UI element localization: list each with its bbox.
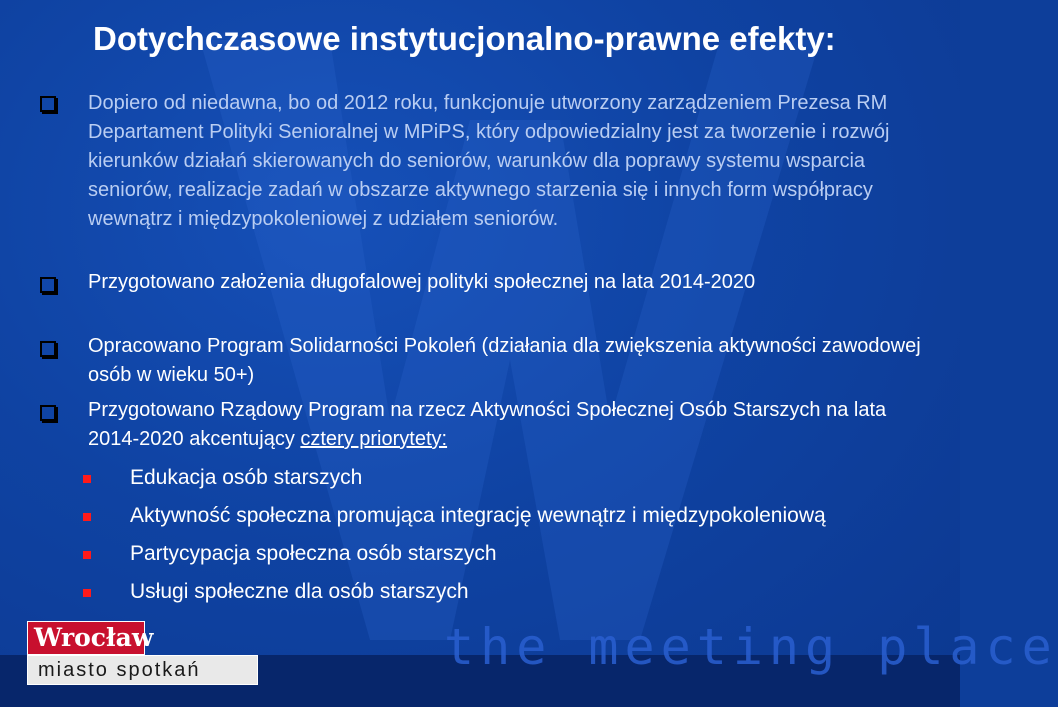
priority-item: Aktywność społeczna promująca integrację wewnątrz i międzypokoleniową [130, 504, 826, 527]
tagline: the meeting place [444, 618, 1058, 676]
priorities-link[interactable]: cztery priorytety: [300, 428, 448, 450]
checkbox-bullet-icon [40, 93, 60, 113]
item-4-text-main: Przygotowano Rządowy Program na rzecz Aktywności Społecznej Osób Starszych na lata 2014-2020 akcentujący [88, 399, 887, 450]
item-4-text [88, 396, 938, 454]
slide-title: Dotychczasowe instytucjonalno-prawne efekty: [93, 20, 836, 57]
red-square-bullet-icon [83, 475, 91, 483]
city-logo: Wrocław [27, 621, 145, 655]
item-2-text: Przygotowano założenia długofalowej polityki społecznej na lata 2014-2020 [88, 271, 756, 293]
city-logo-subtitle: miasto spotkań [27, 655, 258, 685]
priority-item: Usługi społeczne dla osób starszych [130, 580, 469, 603]
priority-item: Partycypacja społeczna osób starszych [130, 542, 497, 565]
item-3-text: Opracowano Program Solidarności Pokoleń (działania dla zwiększenia aktywności zawodowej osób w wieku 50+) [88, 335, 921, 386]
red-square-bullet-icon [83, 513, 91, 521]
priority-item: Edukacja osób starszych [130, 466, 363, 489]
red-square-bullet-icon [83, 551, 91, 559]
checkbox-bullet-icon [40, 402, 60, 422]
item-1-text: Dopiero od niedawna, bo od 2012 roku, funkcjonuje utworzony zarządzeniem Prezesa RM Departament Polityki Senioralnej w MPiPS, który odpowiedzialny jest za tworzenie i rozwój kierunków działań skierowanych do seniorów, warunków dla poprawy systemu wsparcia seniorów, realizacje zadań w obszarze aktywnego starzenia się i innych form współpracy wewnątrz i międzypokoleniowej z udziałem seniorów. [88, 92, 890, 230]
red-square-bullet-icon [83, 589, 91, 597]
checkbox-bullet-icon [40, 274, 60, 294]
checkbox-bullet-icon [40, 338, 60, 358]
